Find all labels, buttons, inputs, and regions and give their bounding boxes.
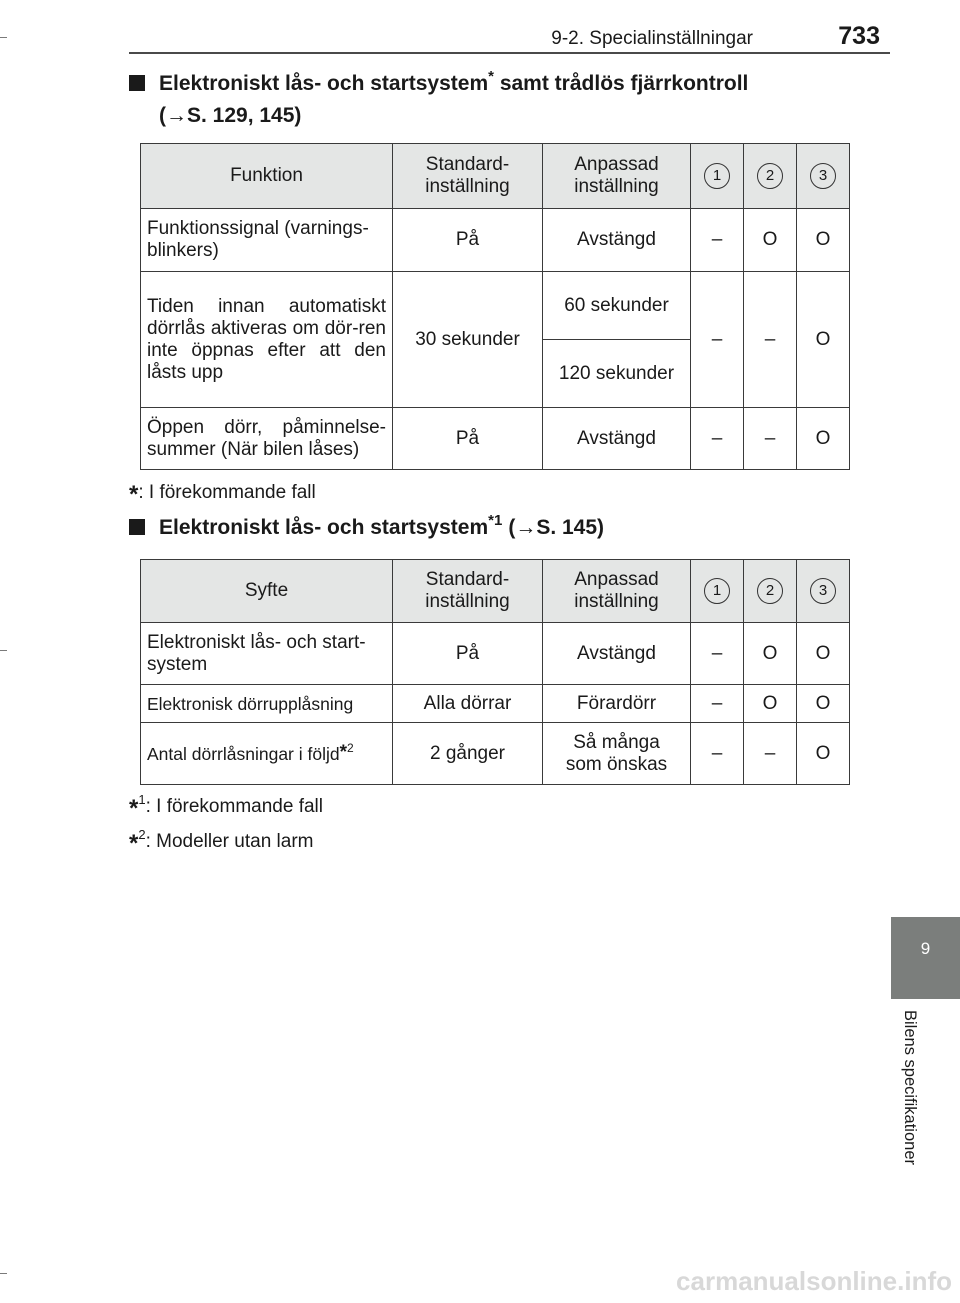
standard-cell: 2 gånger	[393, 723, 543, 785]
circled-1-icon: 1	[704, 163, 730, 189]
option-cell: –	[744, 272, 797, 408]
circled-3-icon: 3	[810, 578, 836, 604]
column-header: Anpassad inställning	[543, 144, 691, 209]
function-cell: Tiden innan automatiskt dörrlås aktiveras om dör-ren inte öppnas efter att den låsts upp	[141, 272, 393, 408]
standard-cell: På	[393, 408, 543, 470]
settings-table	[140, 559, 850, 785]
table-row	[141, 723, 850, 785]
option-cell: –	[691, 408, 744, 470]
option-cell: –	[691, 623, 744, 685]
table-row	[141, 623, 850, 685]
standard-cell: 30 sekunder	[393, 272, 543, 408]
table-row	[141, 408, 850, 470]
footnote	[129, 827, 314, 857]
footnote-mark: *1	[488, 512, 503, 529]
footnote-mark: *	[129, 481, 139, 508]
page-number: 733	[838, 22, 880, 50]
option-cell: O	[797, 408, 850, 470]
footnote-number: 1	[138, 792, 146, 807]
column-header-2	[744, 144, 797, 209]
function-cell: Funktionssignal (varnings- blinkers)	[141, 209, 393, 272]
column-header-3	[797, 144, 850, 209]
watermark: carmanualsonline.info	[676, 1266, 952, 1296]
circled-3-icon: 3	[810, 163, 836, 189]
circled-2-icon: 2	[757, 578, 783, 604]
column-header: Anpassad inställning	[543, 560, 691, 623]
standard-cell: Alla dörrar	[393, 685, 543, 723]
option-cell: O	[744, 685, 797, 723]
circled-2-icon: 2	[757, 163, 783, 189]
heading-bullet-icon	[129, 519, 145, 535]
footnote-text: : Modeller utan larm	[145, 831, 314, 852]
option-cell: –	[691, 272, 744, 408]
table-header-row	[141, 560, 850, 623]
heading-title: Elektroniskt lås- och startsystem	[159, 516, 489, 539]
function-cell: Antal dörrlåsningar i följd*$^2$	[141, 723, 393, 785]
footnote-mark: *	[488, 68, 494, 85]
custom-cell: Avstängd	[543, 408, 691, 470]
custom-cell: Så många som önskas	[543, 723, 691, 785]
custom-cell: 60 sekunder	[543, 272, 691, 340]
column-header: Funktion	[141, 144, 393, 209]
option-cell: –	[744, 723, 797, 785]
column-header-3	[797, 560, 850, 623]
page-reference: (→S. 129, 145)	[159, 104, 302, 127]
option-cell: –	[691, 685, 744, 723]
column-header: Standard- inställning	[393, 560, 543, 623]
chapter-label: Bilens specifikationer	[901, 1010, 919, 1165]
function-cell: Elektroniskt lås- och start- system	[141, 623, 393, 685]
table-row	[141, 209, 850, 272]
crop-mark	[0, 1273, 7, 1274]
footnote-number: 2	[347, 741, 354, 755]
option-cell: O	[797, 272, 850, 408]
table-row	[141, 272, 850, 340]
circled-1-icon: 1	[704, 578, 730, 604]
option-cell: O	[744, 623, 797, 685]
footnote-mark: *	[339, 742, 348, 763]
chapter-number: 9	[920, 939, 931, 958]
footnote-text: : I förekommande fall	[145, 796, 323, 817]
custom-cell: 120 sekunder	[543, 340, 691, 408]
standard-cell: På	[393, 209, 543, 272]
chapter-side-label	[895, 1010, 921, 1200]
option-cell: –	[691, 209, 744, 272]
footnote-number: 2	[138, 827, 146, 842]
option-cell: O	[797, 209, 850, 272]
option-cell: –	[691, 723, 744, 785]
footnote-text: : I förekommande fall	[138, 482, 316, 503]
column-header-1	[691, 560, 744, 623]
chapter-tab	[891, 917, 960, 999]
table-row	[141, 685, 850, 723]
function-cell: Öppen dörr, påminnelse-summer (När bilen låses)	[141, 408, 393, 470]
column-header-2	[744, 560, 797, 623]
header-rule	[129, 52, 890, 54]
section-heading	[129, 512, 604, 544]
custom-cell: Förardörr	[543, 685, 691, 723]
custom-cell: Avstängd	[543, 209, 691, 272]
footnote	[129, 792, 323, 822]
heading-title-rest: samt trådlös fjärrkontroll	[499, 72, 749, 95]
settings-table	[140, 143, 850, 470]
footnote	[129, 481, 316, 507]
section-heading	[129, 68, 748, 132]
column-header: Standard- inställning	[393, 144, 543, 209]
option-cell: O	[797, 623, 850, 685]
footnote-mark: *	[129, 795, 139, 822]
option-cell: O	[744, 209, 797, 272]
page-reference: (→S. 145)	[508, 516, 605, 539]
crop-mark	[0, 650, 7, 651]
option-cell: O	[797, 723, 850, 785]
heading-bullet-icon	[129, 75, 145, 91]
footnote-mark: *	[129, 830, 139, 857]
option-cell: O	[797, 685, 850, 723]
column-header-1	[691, 144, 744, 209]
heading-title: Elektroniskt lås- och startsystem	[159, 72, 489, 95]
custom-cell: Avstängd	[543, 623, 691, 685]
column-header: Syfte	[141, 560, 393, 623]
table-header-row	[141, 144, 850, 209]
header-section-title: 9-2. Specialinställningar	[551, 28, 753, 49]
function-cell: Elektronisk dörrupplåsning	[141, 685, 393, 723]
standard-cell: På	[393, 623, 543, 685]
option-cell: –	[744, 408, 797, 470]
